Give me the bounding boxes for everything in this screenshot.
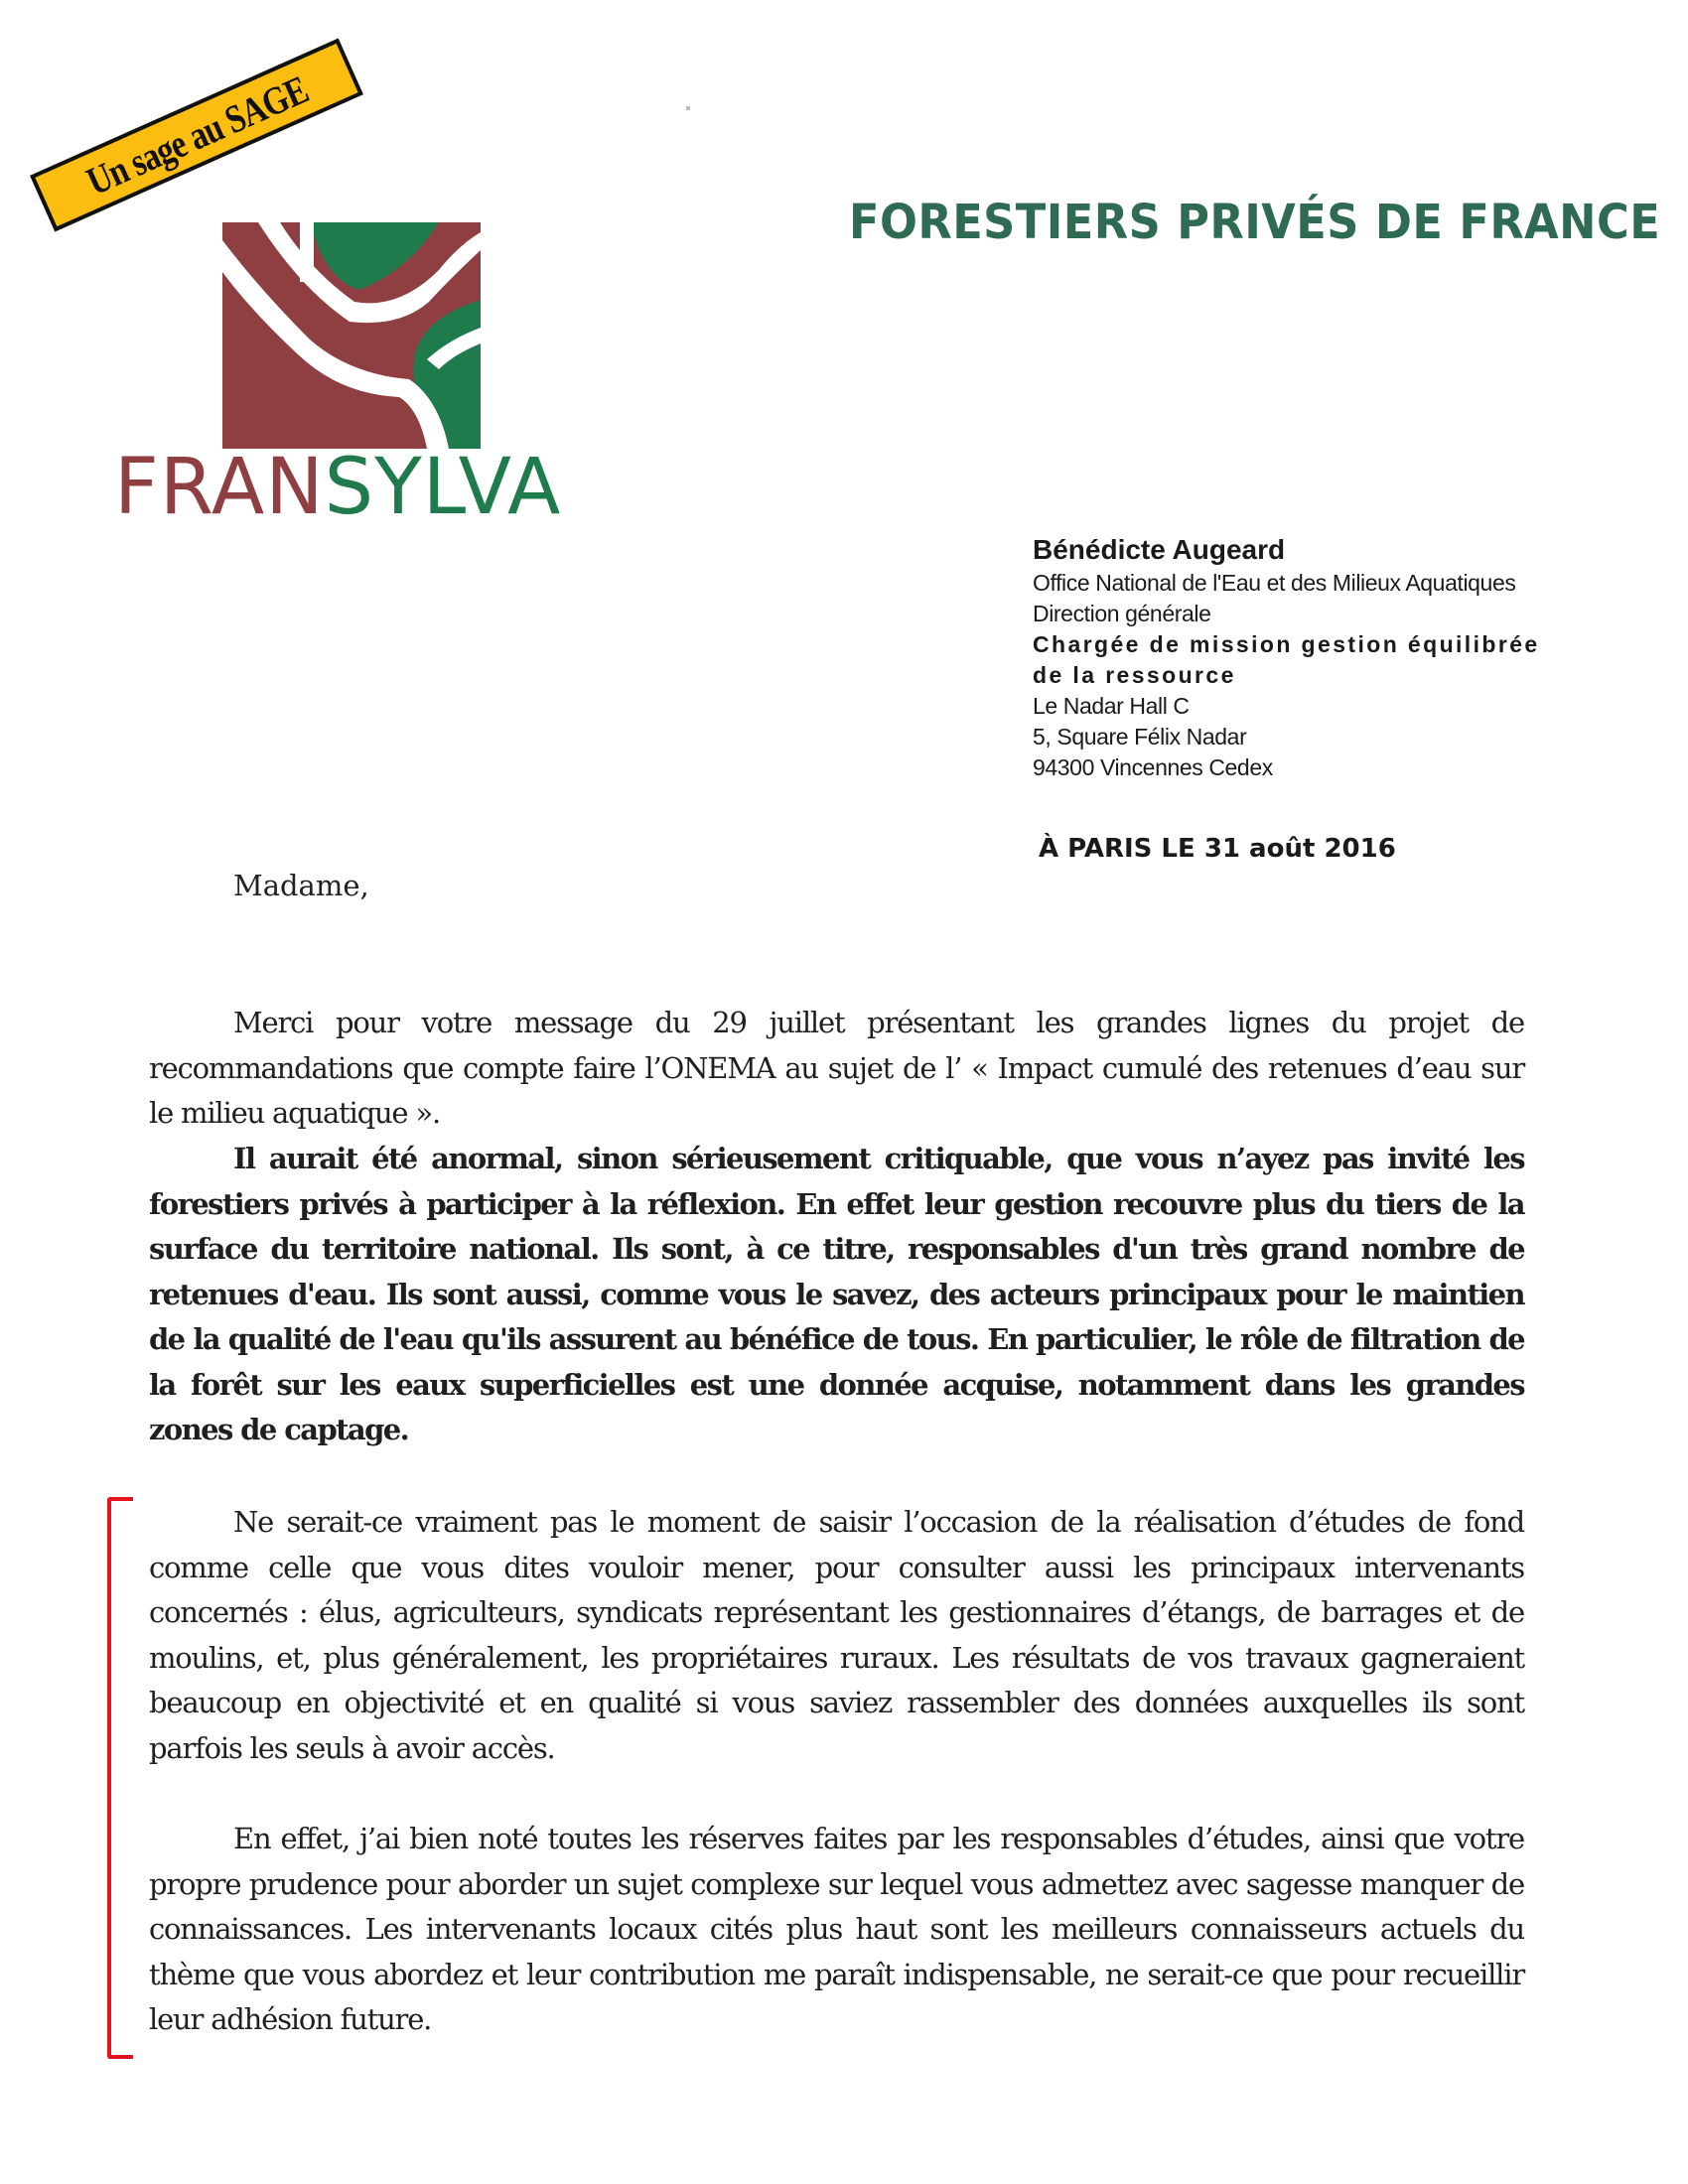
recipient-name: Bénédicte Augeard xyxy=(1033,534,1286,565)
body-paragraph-2 xyxy=(149,1137,1524,1453)
fransylva-wordmark xyxy=(114,443,562,532)
paragraph-text: Merci pour votre message du 29 juillet présentant les grandes lignes du projet de recommandations que compte faire l’ONEMA au sujet de l’ « Impact cumulé des retenues d’eau sur le milieu aquatique ». xyxy=(149,1006,1524,1130)
sage-stamp-banner xyxy=(30,39,363,232)
wordmark-fran: FRAN xyxy=(114,443,325,532)
wordmark-sylva: SYLVA xyxy=(324,443,562,532)
stamp-text: Un sage au SAGE xyxy=(78,66,315,205)
red-margin-bracket xyxy=(107,1497,133,2059)
paragraph-text: Il aurait été anormal, sinon sérieusement critiquable, que vous n’ayez pas invité les forestiers privés à participer à la réflexion. En effet leur gestion recouvre plus du tiers de la surface du territoire national. Ils sont, à ce titre, responsables d'un très grand nombre de retenues d'eau. Ils sont aussi, comme vous le savez, des acteurs principaux pour le maintien de la qualité de l'eau qu'ils assurent au bénéfice de tous. En particulier, le rôle de filtration de la forêt sur les eaux superficielles est une donnée acquise, notamment dans les grandes zones de captage. xyxy=(149,1142,1524,1446)
scan-speck xyxy=(686,106,690,110)
letter-date: À PARIS LE 31 août 2016 xyxy=(1039,834,1396,864)
recipient-address-line-3: 94300 Vincennes Cedex xyxy=(1033,754,1273,780)
recipient-organization: Office National de l'Eau et des Milieux Aquatiques xyxy=(1033,570,1516,596)
logo-gap xyxy=(300,222,314,282)
salutation: Madame, xyxy=(233,869,369,902)
paragraph-text: Ne serait-ce vraiment pas le moment de saisir l’occasion de la réalisation d’études de fond comme celle que vous dites vouloir mener, pour consulter aussi les principaux intervenants concernés : élus, agriculteurs, syndicats représentant les gestionnaires d’étangs, de barrages et de moulins, et, plus généralement, les propriétaires ruraux. Les résultats de vos travaux gagneraient beaucoup en objectivité et en qualité si vous saviez rassembler des données auxquelles ils sont parfois les seuls à avoir accès. xyxy=(149,1505,1524,1765)
recipient-address-block xyxy=(1033,532,1540,783)
recipient-address-line-2: 5, Square Félix Nadar xyxy=(1033,724,1247,750)
recipient-department: Direction générale xyxy=(1033,601,1211,626)
paragraph-text: En effet, j’ai bien noté toutes les réserves faites par les responsables d’études, ainsi que votre propre prudence pour aborder un sujet complexe sur lequel vous admettez avec sagesse manquer de connaissances. Les intervenants locaux cités plus haut sont les meilleurs connaisseurs actuels du thème que vous abordez et leur contribution me paraît indispensable, ne serait-ce que pour recueillir leur adhésion future. xyxy=(149,1822,1524,2036)
recipient-role-line-1: Chargée de mission gestion équilibrée xyxy=(1033,631,1540,657)
body-paragraph-3 xyxy=(149,1500,1524,1771)
organization-header: FORESTIERS PRIVÉS DE FRANCE xyxy=(849,195,1661,250)
recipient-address-line-1: Le Nadar Hall C xyxy=(1033,693,1190,719)
body-paragraph-1 xyxy=(149,1001,1524,1137)
recipient-role-line-2: de la ressource xyxy=(1033,662,1236,688)
body-paragraph-4 xyxy=(149,1817,1524,2043)
